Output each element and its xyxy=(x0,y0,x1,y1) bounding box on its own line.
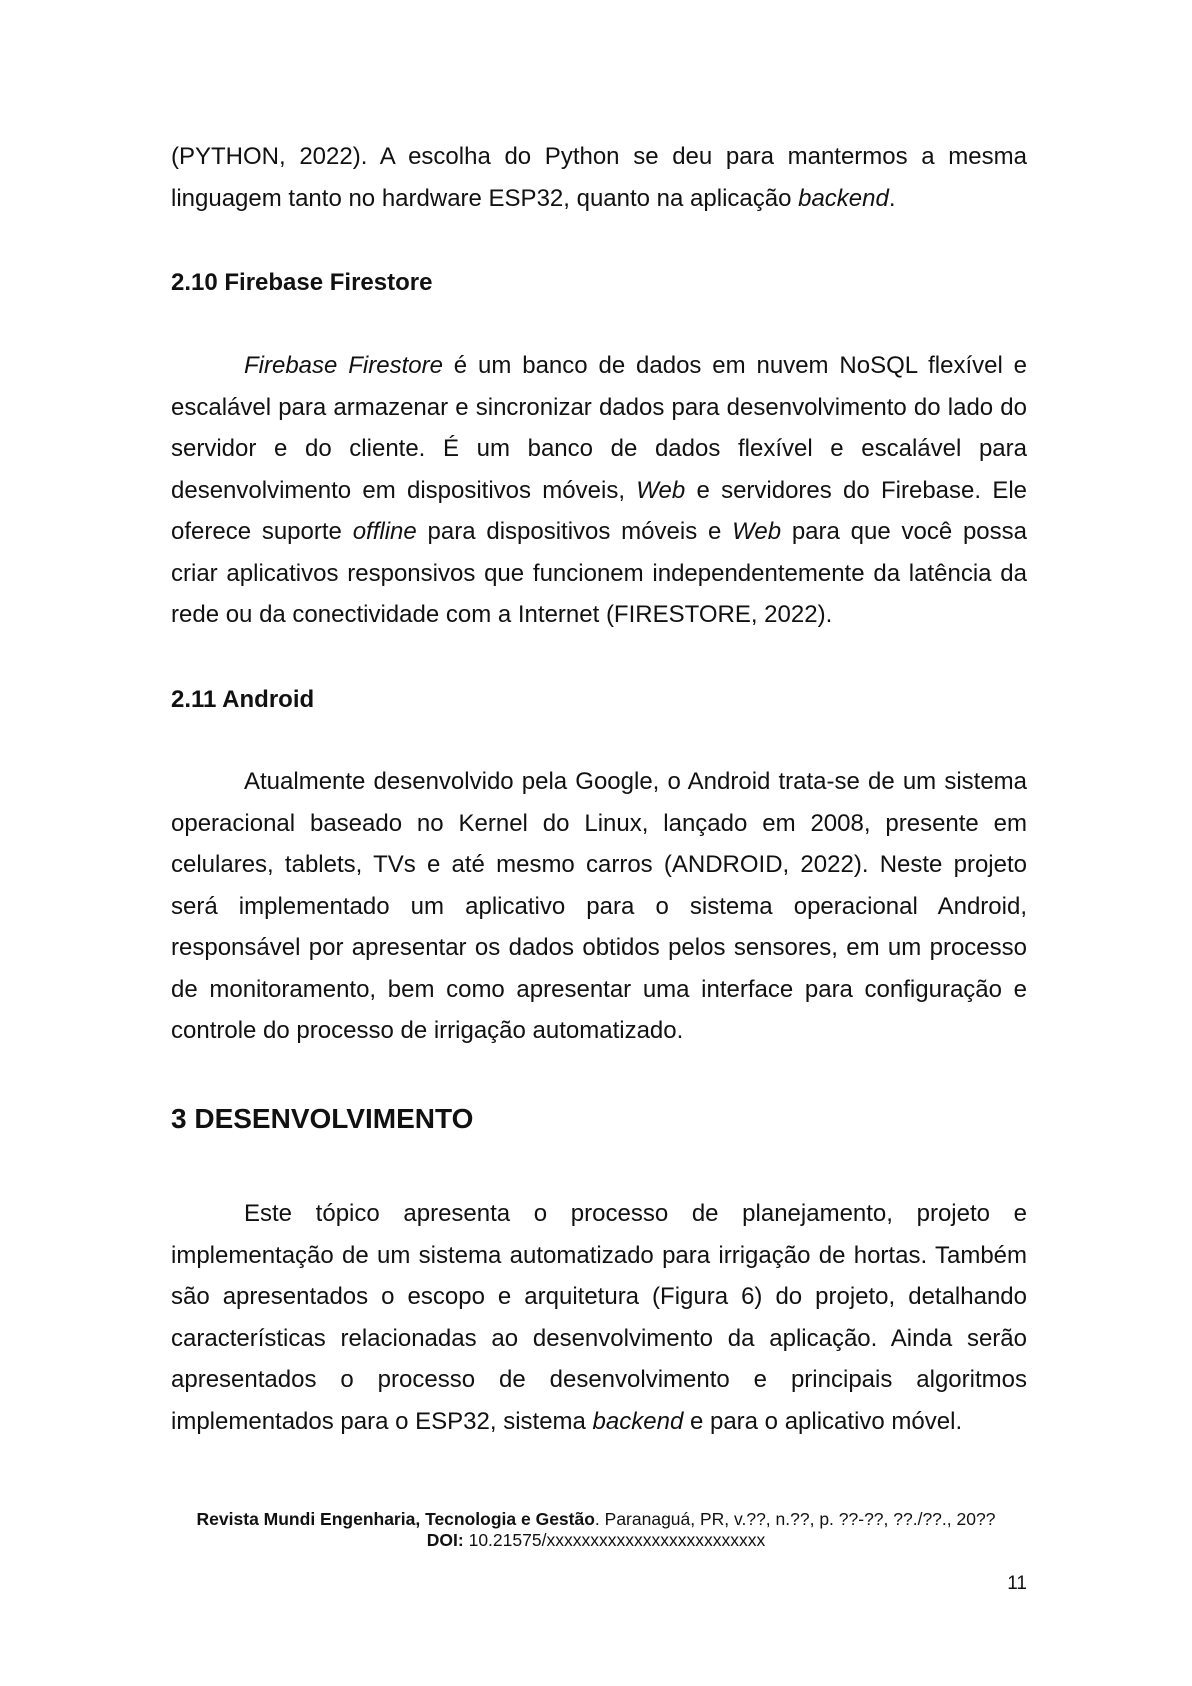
text: para dispositivos móveis e xyxy=(416,518,733,545)
italic-text: Web xyxy=(636,476,686,504)
text: para que você possa criar aplicativos responsivos que funcionem independentemente da latência da rede ou da conectividade com a Internet (FIRESTORE, 2022). xyxy=(171,518,1028,628)
doi-line xyxy=(0,1530,1192,1551)
heading-android: 2.11 Android xyxy=(171,686,315,713)
paragraph-firebase xyxy=(171,345,1027,636)
text: (PYTHON, 2022). A escolha do Python se deu para mantermos a mesma linguagem tanto no hardware ESP32, quanto na aplicação xyxy=(171,143,1027,212)
text: e para o aplicativo móvel. xyxy=(683,1407,963,1435)
doi-label: DOI: xyxy=(426,1530,464,1550)
heading-desenvolvimento: 3 DESENVOLVIMENTO xyxy=(171,1103,474,1134)
italic-text: Web xyxy=(732,518,782,545)
page-footer xyxy=(0,1509,1192,1551)
italic-text: Firebase Firestore xyxy=(244,352,443,379)
italic-text: backend xyxy=(798,184,889,212)
journal-name: Revista Mundi Engenharia, Tecnologia e Gestão xyxy=(196,1509,595,1529)
paragraph-python xyxy=(171,136,1027,219)
paragraph-desenvolvimento xyxy=(171,1193,1027,1442)
italic-text: offline xyxy=(352,518,417,545)
journal-details: . Paranaguá, PR, v.??, n.??, p. ??-??, ??./??., 20?? xyxy=(594,1509,996,1529)
text: Este tópico apresenta o processo de planejamento, projeto e implementação de um sistema automatizado para irrigação de hortas. Também são apresentados o escopo e arquitetura (Figura 6) do projeto, detalhando características relacionadas ao desenvolvimento da aplicação. Ainda serão apresentados o processo de desenvolvimento e principais algoritmos implementados para o ESP32, sistema xyxy=(171,1200,1027,1435)
heading-firebase: 2.10 Firebase Firestore xyxy=(171,269,433,296)
text: . xyxy=(888,184,896,212)
text: e servidores do Firebase. Ele oferece suporte xyxy=(171,476,1028,545)
text: é um banco de dados em nuvem NoSQL flexível e escalável para armazenar e sincronizar dados para desenvolvimento do lado do servidor e do cliente. É um banco de dados flexível e escalável para desenvolvimento em dispositivos móveis, xyxy=(171,352,1028,504)
page-number: 11 xyxy=(1007,1573,1027,1594)
italic-text: backend xyxy=(592,1407,684,1435)
doi-value: 10.21575/xxxxxxxxxxxxxxxxxxxxxxxxx xyxy=(463,1530,766,1550)
journal-citation xyxy=(0,1509,1192,1530)
paragraph-android: Atualmente desenvolvido pela Google, o Android trata-se de um sistema operacional baseado no Kernel do Linux, lançado em 2008, presente em celulares, tablets, TVs e até mesmo carros (ANDROID, 2022). Neste projeto será implementado um aplicativo para o sistema operacional Android, responsável por apresentar os dados obtidos pelos sensores, em um processo de monitoramento, bem como apresentar uma interface para configuração e controle do processo de irrigação automatizado. xyxy=(171,768,1027,1044)
